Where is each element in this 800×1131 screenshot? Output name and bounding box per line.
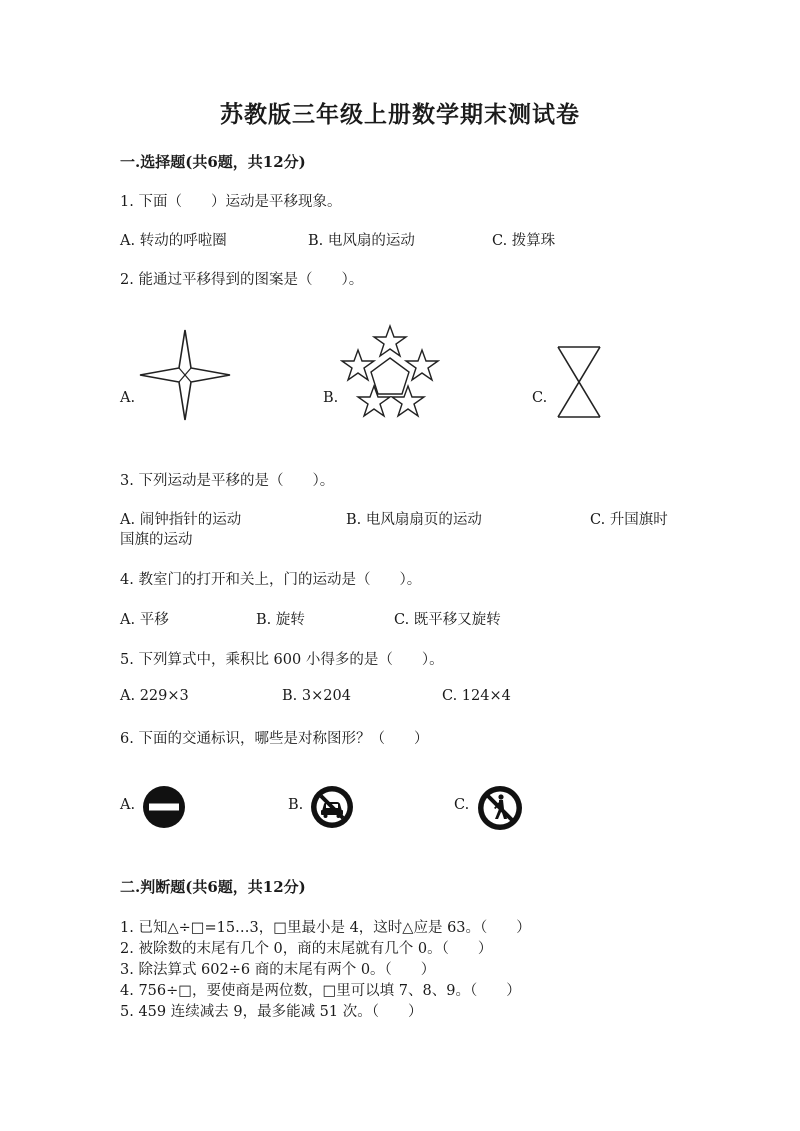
question-5-option-b: B. 3×204 (282, 688, 351, 704)
question-4-option-a: A. 平移 (120, 612, 169, 628)
hourglass-triangles-icon (556, 345, 602, 419)
question-2-label-a: A. (120, 390, 136, 406)
no-pedestrian-sign-icon (477, 785, 523, 831)
page-title: 苏教版三年级上册数学期末测试卷 (220, 101, 580, 128)
question-4-stem: 4. 教室门的打开和关上，门的运动是（ ）。 (120, 572, 422, 588)
question-6-label-b: B. (288, 797, 304, 813)
question-1-option-c: C. 拨算珠 (492, 233, 556, 249)
question-3-option-a: A. 闹钟指针的运动 (120, 512, 242, 528)
judgement-item-1: 1. 已知△÷□=15…3，□里最小是 4，这时△应是 63。（ ） (120, 920, 531, 936)
question-1-option-b: B. 电风扇的运动 (308, 233, 415, 249)
question-3-option-c-continuation: 国旗的运动 (120, 532, 193, 548)
question-5-stem: 5. 下列算式中，乘积比 600 小得多的是（ ）。 (120, 652, 444, 668)
question-2-label-c: C. (532, 390, 548, 406)
question-5-option-a: A. 229×3 (120, 688, 189, 704)
four-point-star-icon (138, 328, 232, 422)
question-2-stem: 2. 能通过平移得到的图案是（ ）。 (120, 272, 364, 288)
question-2-label-b: B. (323, 390, 339, 406)
judgement-item-5: 5. 459 连续减去 9，最多能减 51 次。（ ） (120, 1004, 423, 1020)
section-heading-judgement: 二.判断题(共6题，共12分) (120, 878, 306, 896)
question-5-option-c: C. 124×4 (442, 688, 511, 704)
judgement-item-2: 2. 被除数的末尾有几个 0，商的末尾就有几个 0。（ ） (120, 941, 493, 957)
question-3-option-b: B. 电风扇扇页的运动 (346, 512, 482, 528)
question-3-option-c: C. 升国旗时 (590, 512, 668, 528)
question-6-stem: 6. 下面的交通标识，哪些是对称图形？（ ） (120, 731, 429, 747)
no-entry-sign-icon (142, 785, 186, 829)
five-stars-ring-icon (340, 324, 440, 420)
judgement-item-4: 4. 756÷□，要使商是两位数，□里可以填 7、8、9。（ ） (120, 983, 521, 999)
section-heading-choice: 一.选择题(共6题，共12分) (120, 153, 306, 171)
question-6-label-c: C. (454, 797, 470, 813)
judgement-item-3: 3. 除法算式 602÷6 商的末尾有两个 0。（ ） (120, 962, 436, 978)
question-4-option-c: C. 既平移又旋转 (394, 612, 501, 628)
question-4-option-b: B. 旋转 (256, 612, 305, 628)
question-1-option-a: A. 转动的呼啦圈 (120, 233, 227, 249)
no-car-sign-icon (310, 785, 354, 829)
question-3-stem: 3. 下列运动是平移的是（ ）。 (120, 473, 335, 489)
question-1-stem: 1. 下面（ ）运动是平移现象。 (120, 194, 342, 210)
question-6-label-a: A. (120, 797, 136, 813)
